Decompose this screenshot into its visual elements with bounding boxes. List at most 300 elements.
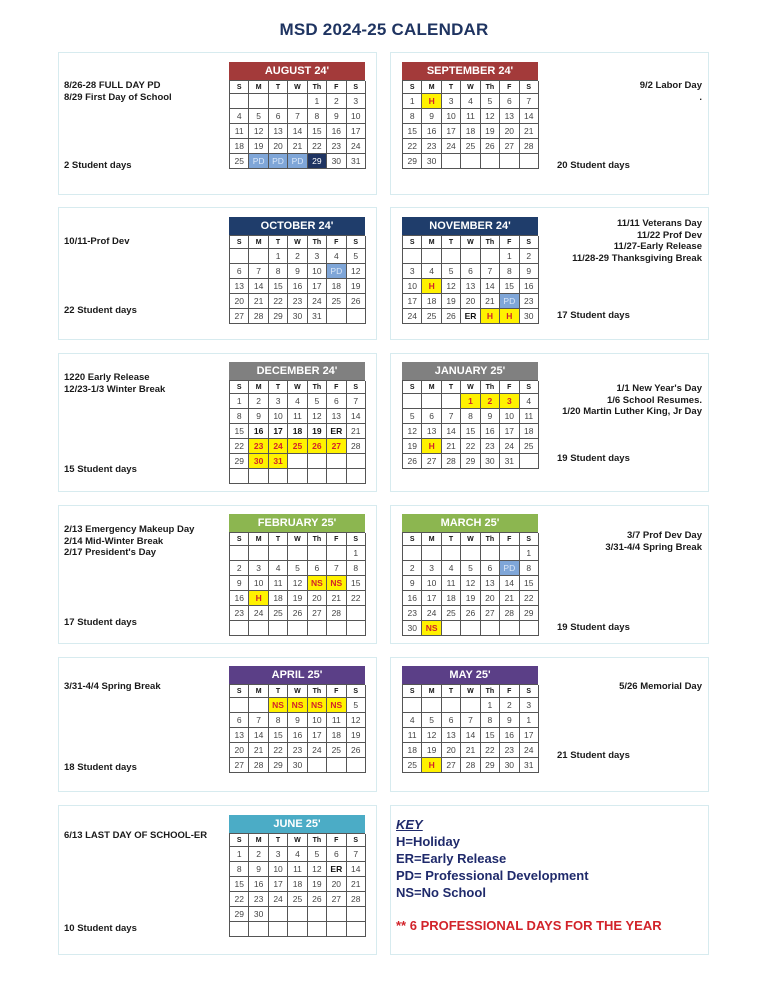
month-header: JANUARY 25' — [402, 362, 538, 380]
day-cell: 19 — [308, 877, 327, 892]
day-cell: 31 — [500, 454, 519, 469]
day-cell: 22 — [308, 139, 327, 154]
month-header: JUNE 25' — [229, 815, 365, 833]
day-cell: 13 — [230, 279, 249, 294]
weekday-header: W — [288, 533, 307, 546]
day-cell — [520, 454, 539, 469]
day-cell: 3 — [249, 561, 268, 576]
day-cell — [403, 698, 422, 713]
weekday-header: S — [230, 381, 249, 394]
day-cell — [249, 546, 268, 561]
day-cell: 24 — [422, 606, 441, 621]
weekday-header: T — [269, 236, 288, 249]
day-cell: PD — [327, 264, 346, 279]
day-cell: 7 — [288, 109, 307, 124]
day-cell — [403, 249, 422, 264]
day-cell — [249, 922, 268, 937]
day-cell: 15 — [347, 576, 366, 591]
day-cell — [308, 621, 327, 636]
day-cell: 1 — [269, 249, 288, 264]
day-cell: 23 — [288, 294, 307, 309]
day-cell: 7 — [442, 409, 461, 424]
day-cell: 24 — [269, 439, 288, 454]
day-cell: 17 — [269, 424, 288, 439]
day-cell — [308, 922, 327, 937]
day-cell: 5 — [249, 109, 268, 124]
day-cell: 15 — [269, 279, 288, 294]
day-cell: 22 — [520, 591, 539, 606]
day-cell: 21 — [347, 877, 366, 892]
day-cell: 14 — [520, 109, 539, 124]
note: 6/13 LAST DAY OF SCHOOL-ER — [64, 830, 208, 841]
day-cell: 21 — [327, 591, 346, 606]
calendar-grid — [402, 532, 538, 636]
day-cell: 2 — [403, 561, 422, 576]
note: 2/17 President's Day — [64, 547, 157, 558]
day-cell: 28 — [347, 892, 366, 907]
day-cell: 31 — [308, 309, 327, 324]
day-cell: 6 — [442, 713, 461, 728]
day-cell — [230, 546, 249, 561]
day-cell: 31 — [347, 154, 366, 169]
day-cell: 15 — [308, 124, 327, 139]
day-cell: 26 — [347, 743, 366, 758]
day-cell: 10 — [442, 109, 461, 124]
day-cell: 9 — [520, 264, 539, 279]
weekday-header: F — [327, 685, 346, 698]
day-cell: 21 — [288, 139, 307, 154]
march-notes — [605, 530, 702, 553]
day-cell — [347, 758, 366, 773]
day-cell: 14 — [442, 424, 461, 439]
weekday-header: S — [520, 533, 539, 546]
day-cell: 4 — [327, 249, 346, 264]
day-cell — [269, 94, 288, 109]
day-cell: 25 — [288, 892, 307, 907]
note: 1/20 Martin Luther King, Jr Day — [562, 406, 702, 417]
day-cell — [230, 922, 249, 937]
calendar-october — [229, 217, 365, 324]
weekday-header: F — [500, 81, 519, 94]
day-cell — [347, 469, 366, 484]
day-cell: 1 — [461, 394, 480, 409]
note: 9/2 Labor Day — [639, 80, 702, 91]
day-cell: 9 — [249, 862, 268, 877]
day-cell: 12 — [347, 264, 366, 279]
day-cell: PD — [500, 561, 519, 576]
day-cell — [481, 249, 500, 264]
weekday-header: W — [461, 685, 480, 698]
day-cell: 29 — [230, 454, 249, 469]
weekday-header: W — [461, 81, 480, 94]
weekday-header: W — [461, 533, 480, 546]
day-cell: 15 — [481, 728, 500, 743]
may-notes — [619, 681, 702, 693]
day-cell: 1 — [520, 546, 539, 561]
weekday-header: F — [327, 81, 346, 94]
day-cell: 13 — [500, 109, 519, 124]
day-cell: 28 — [327, 606, 346, 621]
day-cell: 18 — [461, 124, 480, 139]
day-cell — [520, 154, 539, 169]
day-cell — [442, 621, 461, 636]
day-cell: 3 — [520, 698, 539, 713]
month-header: APRIL 25' — [229, 666, 365, 684]
day-cell: 12 — [347, 713, 366, 728]
day-cell: 3 — [422, 561, 441, 576]
day-cell: NS — [327, 698, 346, 713]
day-cell — [403, 546, 422, 561]
day-cell: 14 — [347, 862, 366, 877]
weekday-header: W — [461, 236, 480, 249]
day-cell: 8 — [403, 109, 422, 124]
day-cell: 24 — [347, 139, 366, 154]
day-cell: 8 — [520, 561, 539, 576]
day-cell: 22 — [269, 294, 288, 309]
day-cell: 16 — [481, 424, 500, 439]
day-cell: H — [422, 279, 441, 294]
day-cell: 30 — [481, 454, 500, 469]
day-cell: 19 — [481, 124, 500, 139]
day-cell: 18 — [288, 877, 307, 892]
day-cell: 24 — [249, 606, 268, 621]
day-cell — [308, 454, 327, 469]
day-cell: 18 — [403, 743, 422, 758]
day-cell: 16 — [327, 124, 346, 139]
weekday-header: T — [442, 533, 461, 546]
day-cell: 11 — [403, 728, 422, 743]
note: 3/7 Prof Dev Day — [627, 530, 702, 541]
day-cell: 2 — [481, 394, 500, 409]
day-cell: 21 — [461, 743, 480, 758]
day-cell — [308, 758, 327, 773]
day-cell — [347, 606, 366, 621]
month-header: DECEMBER 24' — [229, 362, 365, 380]
weekday-header: Th — [308, 834, 327, 847]
weekday-header: Th — [481, 685, 500, 698]
day-cell: 19 — [288, 591, 307, 606]
day-cell: 2 — [288, 249, 307, 264]
day-cell — [500, 621, 519, 636]
day-cell: 29 — [269, 309, 288, 324]
day-cell: NS — [422, 621, 441, 636]
day-cell: 22 — [230, 892, 249, 907]
day-cell: 29 — [403, 154, 422, 169]
day-cell: 14 — [347, 409, 366, 424]
weekday-header: F — [500, 236, 519, 249]
day-cell: 23 — [422, 139, 441, 154]
day-cell: 16 — [288, 279, 307, 294]
day-cell: 21 — [481, 294, 500, 309]
day-cell — [230, 94, 249, 109]
day-cell: PD — [288, 154, 307, 169]
day-cell: 6 — [230, 713, 249, 728]
day-cell: 8 — [461, 409, 480, 424]
student-days: 19 Student days — [557, 622, 630, 633]
day-cell — [461, 621, 480, 636]
weekday-header: F — [327, 533, 346, 546]
day-cell: 5 — [308, 394, 327, 409]
february-notes — [64, 524, 194, 559]
day-cell: 25 — [288, 439, 307, 454]
weekday-header: S — [347, 834, 366, 847]
day-cell — [269, 922, 288, 937]
day-cell: H — [422, 758, 441, 773]
day-cell: 11 — [327, 713, 346, 728]
day-cell: 26 — [461, 606, 480, 621]
day-cell: 10 — [269, 409, 288, 424]
day-cell: 24 — [308, 743, 327, 758]
day-cell: 25 — [327, 743, 346, 758]
day-cell — [288, 621, 307, 636]
note: . — [699, 91, 702, 103]
day-cell: 30 — [288, 309, 307, 324]
day-cell: 8 — [347, 561, 366, 576]
student-days: 17 Student days — [64, 617, 137, 628]
day-cell: 6 — [422, 409, 441, 424]
day-cell: 16 — [288, 728, 307, 743]
day-cell — [308, 469, 327, 484]
day-cell — [249, 94, 268, 109]
day-cell: 8 — [269, 264, 288, 279]
day-cell: 9 — [249, 409, 268, 424]
october-notes — [64, 236, 129, 248]
day-cell: 11 — [461, 109, 480, 124]
month-header: MARCH 25' — [402, 514, 538, 532]
weekday-header: M — [422, 236, 441, 249]
january-notes — [562, 383, 702, 418]
weekday-header: S — [520, 381, 539, 394]
page-title: MSD 2024-25 CALENDAR — [279, 20, 489, 39]
day-cell: 10 — [403, 279, 422, 294]
key-title: KEY — [396, 817, 423, 832]
day-cell: 20 — [481, 591, 500, 606]
day-cell: 2 — [249, 847, 268, 862]
weekday-header: M — [422, 81, 441, 94]
day-cell: 10 — [269, 862, 288, 877]
day-cell — [442, 546, 461, 561]
day-cell — [461, 249, 480, 264]
calendar-february — [229, 514, 365, 636]
weekday-header: Th — [481, 533, 500, 546]
day-cell: 20 — [442, 743, 461, 758]
day-cell — [327, 469, 346, 484]
day-cell: 5 — [422, 713, 441, 728]
day-cell: 11 — [230, 124, 249, 139]
day-cell: ER — [461, 309, 480, 324]
weekday-header: S — [347, 533, 366, 546]
day-cell: 19 — [249, 139, 268, 154]
day-cell: 1 — [230, 394, 249, 409]
calendar-grid — [402, 380, 538, 469]
day-cell: 17 — [520, 728, 539, 743]
note: 3/31-4/4 Spring Break — [64, 681, 161, 692]
weekday-header: T — [269, 381, 288, 394]
calendar-grid — [229, 235, 365, 324]
day-cell: H — [500, 309, 519, 324]
day-cell: 16 — [422, 124, 441, 139]
day-cell: 5 — [288, 561, 307, 576]
day-cell: 7 — [347, 847, 366, 862]
weekday-header: S — [520, 685, 539, 698]
day-cell: 12 — [249, 124, 268, 139]
day-cell: 23 — [403, 606, 422, 621]
day-cell: 14 — [288, 124, 307, 139]
student-days: 10 Student days — [64, 923, 137, 934]
weekday-header: M — [422, 533, 441, 546]
day-cell — [327, 309, 346, 324]
weekday-header: F — [327, 834, 346, 847]
day-cell — [481, 154, 500, 169]
student-days: 15 Student days — [64, 464, 137, 475]
day-cell — [461, 546, 480, 561]
day-cell: 24 — [269, 892, 288, 907]
day-cell: 18 — [269, 591, 288, 606]
calendar-march — [402, 514, 538, 636]
calendar-may — [402, 666, 538, 773]
weekday-header: Th — [308, 533, 327, 546]
day-cell — [520, 621, 539, 636]
day-cell: 26 — [308, 892, 327, 907]
day-cell: 18 — [442, 591, 461, 606]
day-cell: 23 — [249, 892, 268, 907]
day-cell: 15 — [500, 279, 519, 294]
day-cell: 17 — [347, 124, 366, 139]
day-cell: 28 — [500, 606, 519, 621]
day-cell: 20 — [500, 124, 519, 139]
day-cell: 9 — [288, 713, 307, 728]
note: 10/11-Prof Dev — [64, 236, 130, 247]
day-cell: 30 — [249, 907, 268, 922]
day-cell: 14 — [461, 728, 480, 743]
month-header: NOVEMBER 24' — [402, 217, 538, 235]
day-cell: 14 — [249, 728, 268, 743]
day-cell — [327, 758, 346, 773]
weekday-header: S — [230, 533, 249, 546]
student-days: 20 Student days — [557, 160, 630, 171]
day-cell: 2 — [520, 249, 539, 264]
weekday-header: S — [347, 236, 366, 249]
day-cell: 23 — [327, 139, 346, 154]
weekday-header: Th — [481, 381, 500, 394]
day-cell — [288, 546, 307, 561]
day-cell — [422, 394, 441, 409]
day-cell: NS — [288, 698, 307, 713]
day-cell: 17 — [308, 279, 327, 294]
day-cell: 25 — [422, 309, 441, 324]
day-cell: 29 — [481, 758, 500, 773]
day-cell: 21 — [249, 743, 268, 758]
weekday-header: S — [230, 236, 249, 249]
day-cell: 7 — [249, 264, 268, 279]
weekday-header: S — [403, 81, 422, 94]
day-cell: 28 — [347, 439, 366, 454]
calendar-grid — [229, 80, 365, 169]
day-cell — [269, 469, 288, 484]
day-cell: 25 — [520, 439, 539, 454]
day-cell: 18 — [327, 279, 346, 294]
student-days: 18 Student days — [64, 762, 137, 773]
day-cell: 26 — [288, 606, 307, 621]
weekday-header: F — [327, 236, 346, 249]
day-cell: 10 — [249, 576, 268, 591]
weekday-header: F — [327, 381, 346, 394]
day-cell — [422, 698, 441, 713]
calendar-grid — [229, 684, 365, 773]
weekday-header: M — [422, 685, 441, 698]
weekday-header: T — [442, 236, 461, 249]
day-cell: 30 — [500, 758, 519, 773]
day-cell: H — [481, 309, 500, 324]
day-cell — [249, 698, 268, 713]
calendar-grid — [402, 235, 538, 324]
day-cell: 29 — [461, 454, 480, 469]
day-cell: 17 — [403, 294, 422, 309]
calendar-november — [402, 217, 538, 324]
day-cell — [500, 154, 519, 169]
day-cell — [308, 907, 327, 922]
day-cell: 18 — [327, 728, 346, 743]
key-item-no-school: NS=No School — [396, 885, 486, 900]
weekday-header: M — [249, 533, 268, 546]
day-cell: 16 — [249, 877, 268, 892]
day-cell: 15 — [269, 728, 288, 743]
note: 11/28-29 Thanksgiving Break — [572, 252, 702, 264]
day-cell: 13 — [327, 409, 346, 424]
weekday-header: S — [403, 381, 422, 394]
day-cell: 17 — [500, 424, 519, 439]
day-cell: 24 — [500, 439, 519, 454]
day-cell: 27 — [327, 892, 346, 907]
day-cell: 4 — [422, 264, 441, 279]
day-cell: 23 — [500, 743, 519, 758]
day-cell: 27 — [308, 606, 327, 621]
day-cell — [327, 546, 346, 561]
day-cell: 18 — [422, 294, 441, 309]
day-cell: 13 — [442, 728, 461, 743]
weekday-header: W — [288, 236, 307, 249]
weekday-header: M — [249, 381, 268, 394]
day-cell: 2 — [500, 698, 519, 713]
note: 1220 Early Release — [64, 372, 150, 383]
day-cell: 21 — [500, 591, 519, 606]
day-cell: 7 — [327, 561, 346, 576]
weekday-header: S — [403, 533, 422, 546]
day-cell: 7 — [461, 713, 480, 728]
weekday-header: Th — [481, 236, 500, 249]
day-cell: 30 — [327, 154, 346, 169]
day-cell: 21 — [442, 439, 461, 454]
day-cell: 6 — [327, 394, 346, 409]
day-cell: 20 — [327, 877, 346, 892]
day-cell: 10 — [500, 409, 519, 424]
day-cell — [249, 469, 268, 484]
day-cell — [269, 621, 288, 636]
day-cell: 4 — [520, 394, 539, 409]
day-cell: 3 — [347, 94, 366, 109]
day-cell — [230, 249, 249, 264]
day-cell: 8 — [230, 862, 249, 877]
day-cell: 21 — [520, 124, 539, 139]
day-cell: 13 — [230, 728, 249, 743]
day-cell: NS — [308, 576, 327, 591]
day-cell: 9 — [422, 109, 441, 124]
day-cell: 14 — [249, 279, 268, 294]
day-cell: 1 — [500, 249, 519, 264]
day-cell: 23 — [520, 294, 539, 309]
day-cell — [442, 394, 461, 409]
day-cell: 22 — [403, 139, 422, 154]
